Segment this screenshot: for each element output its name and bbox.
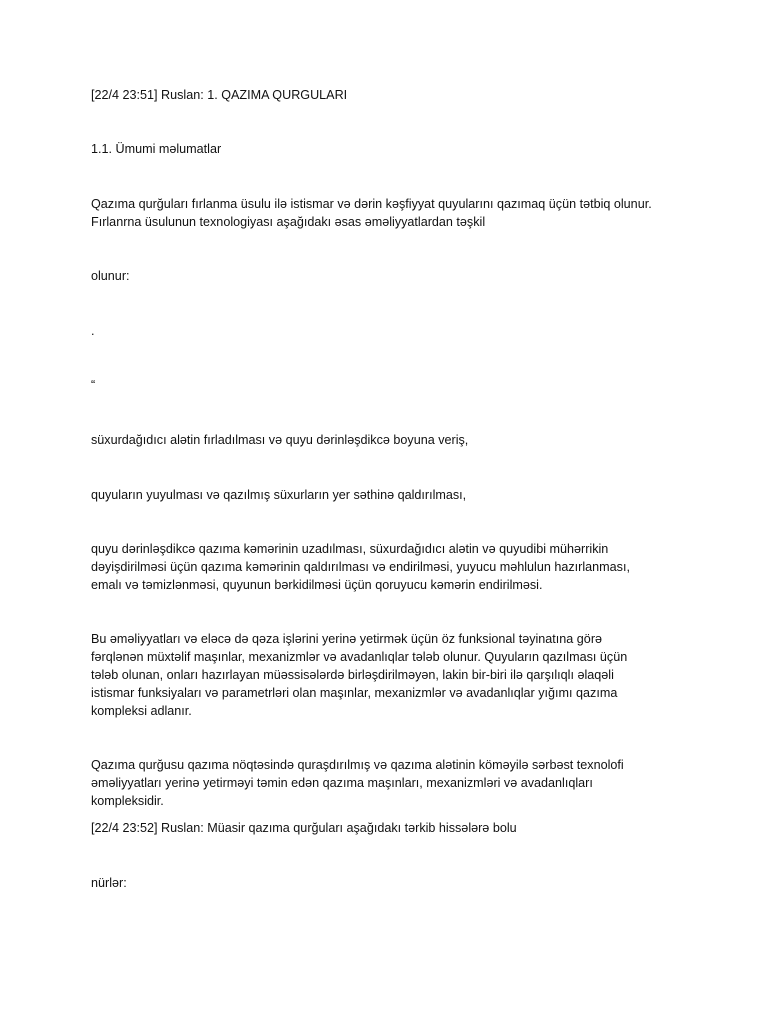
text-line: olunur: bbox=[91, 269, 130, 283]
list-item bbox=[91, 431, 691, 449]
message-heading bbox=[91, 86, 691, 104]
paragraph bbox=[91, 267, 691, 285]
text-line: . bbox=[91, 324, 95, 338]
intro-paragraph bbox=[91, 195, 691, 231]
text-line: tələb olunan, onları hazırlayan müəssisələrdə birləşdirilməyən, lakin bir-biri ilə qarşılıqlı əlaqəli bbox=[91, 668, 614, 682]
text-line: Bu əməliyyatları və eləcə də qəza işlərini yerinə yetirmək üçün öz funksional təyinatına görə bbox=[91, 632, 603, 646]
text-line: Qazıma qurğuları fırlanma üsulu ilə istismar və dərin kəşfiyyat quyularını qazımaq üçün tətbiq olunur. bbox=[91, 197, 652, 211]
text-line: Fırlanrna üsulunun texnologiyası aşağıdakı əsas əməliyyatlardan təşkil bbox=[91, 215, 486, 229]
text-line: kompleksi adlanır. bbox=[91, 704, 192, 718]
message-heading bbox=[91, 819, 691, 837]
text-line: [22/4 23:51] Ruslan: 1. QAZIMA QURGULARI bbox=[91, 88, 348, 102]
text-line: “ bbox=[91, 378, 96, 392]
text-line: əməliyyatları yerinə yetirməyi təmin edən qazıma maşınları, mexanizmləri və avadanlıqları bbox=[91, 776, 593, 790]
text-line: 1.1. Ümumi məlumatlar bbox=[91, 142, 222, 156]
text-line: fərqlənən müxtəlif maşınlar, mexanizmlər və avadanlıqlar tələb olunur. Quyuların qazılması üçün bbox=[91, 650, 628, 664]
text-line: [22/4 23:52] Ruslan: Müasir qazıma qurğuları aşağıdakı tərkib hissələrə bolu bbox=[91, 821, 517, 835]
text-line: kompleksidir. bbox=[91, 794, 164, 808]
section-title bbox=[91, 140, 691, 158]
text-line: Qazıma qurğusu qazıma nöqtəsində quraşdırılmış və qazıma alətinin köməyilə sərbəst texnolofi bbox=[91, 758, 624, 772]
text-line: dəyişdirilməsi üçün qazıma kəmərinin qaldırılması və endirilməsi, yuyucu məhlulun hazırlanması, bbox=[91, 560, 630, 574]
paragraph bbox=[91, 630, 691, 720]
text-line: quyu dərinləşdikcə qazıma kəmərinin uzadılması, süxurdağıdıcı alətin və quyudibi mühərrikin bbox=[91, 542, 609, 556]
paragraph bbox=[91, 322, 691, 340]
text-line: istismar funksiyaları və parametrləri olan maşınlar, mexanizmlər və avadanlıqlar yığımı qazıma bbox=[91, 686, 618, 700]
text-line: süxurdağıdıcı alətin fırladılması və quyu dərinləşdikcə boyuna veriş, bbox=[91, 433, 469, 447]
paragraph bbox=[91, 756, 691, 810]
list-item bbox=[91, 540, 691, 594]
paragraph bbox=[91, 874, 691, 892]
text-line: emalı və təmizlənməsi, quyunun bərkidilməsi üçün qoruyucu kəmərin endirilməsi. bbox=[91, 578, 543, 592]
paragraph bbox=[91, 376, 691, 394]
text-line: quyuların yuyulması və qazılmış süxurların yer səthinə qaldırılması, bbox=[91, 488, 467, 502]
list-item bbox=[91, 486, 691, 504]
text-line: nürlər: bbox=[91, 876, 127, 890]
